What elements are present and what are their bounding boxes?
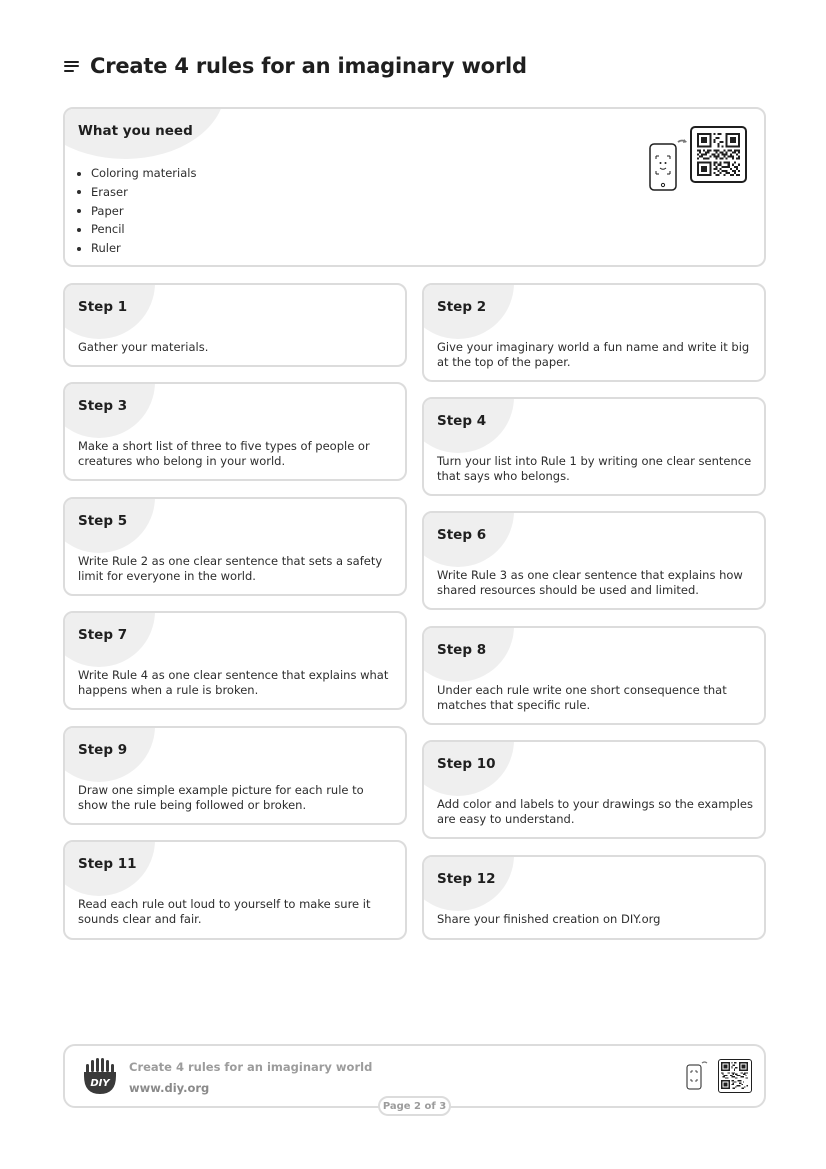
list-item: Pencil <box>91 220 196 239</box>
step-title: Step 8 <box>437 642 487 658</box>
phone-scan-icon <box>648 136 676 182</box>
step-text: Turn your list into Rule 1 by writing one clear sentence that says who belongs. <box>437 454 752 483</box>
step-title: Step 1 <box>78 299 128 315</box>
step-title: Step 6 <box>437 527 487 543</box>
step-title: Step 4 <box>437 413 487 429</box>
list-item: Paper <box>91 202 196 221</box>
page-indicator: Page 2 of 3 <box>378 1096 451 1116</box>
step-card-6 <box>422 511 766 610</box>
step-card-10 <box>422 740 766 839</box>
step-title: Step 7 <box>78 627 128 643</box>
qr-code-icon[interactable] <box>718 1059 752 1093</box>
step-card-11 <box>63 840 407 940</box>
phone-scan-icon <box>686 1059 708 1091</box>
step-card-2 <box>422 283 766 382</box>
svg-text:DIY: DIY <box>90 1078 110 1089</box>
list-item: Eraser <box>91 183 196 202</box>
step-text: Write Rule 2 as one clear sentence that sets a safety limit for everyone in the world. <box>78 554 383 583</box>
materials-list <box>91 164 196 258</box>
step-title: Step 9 <box>78 742 128 758</box>
step-text: Draw one simple example picture for each rule to show the rule being followed or broken. <box>78 783 364 812</box>
footer-url[interactable]: www.diy.org <box>129 1081 210 1095</box>
step-card-8 <box>422 626 766 725</box>
page-header <box>64 54 527 78</box>
step-text: Share your finished creation on DIY.org <box>437 912 661 926</box>
materials-card <box>63 107 766 267</box>
page-title: Create 4 rules for an imaginary world <box>90 54 527 78</box>
step-text: Read each rule out loud to yourself to make sure it sounds clear and fair. <box>78 897 371 926</box>
footer-title: Create 4 rules for an imaginary world <box>129 1060 373 1074</box>
step-text: Gather your materials. <box>78 340 209 354</box>
step-card-1 <box>63 283 407 367</box>
step-text: Add color and labels to your drawings so the examples are easy to understand. <box>437 797 753 826</box>
step-card-12 <box>422 855 766 940</box>
step-title: Step 10 <box>437 756 496 772</box>
materials-heading: What you need <box>78 123 193 139</box>
step-title: Step 12 <box>437 871 496 887</box>
step-title: Step 5 <box>78 513 128 529</box>
list-item: Coloring materials <box>91 164 196 183</box>
step-text: Write Rule 4 as one clear sentence that explains what happens when a rule is broken. <box>78 668 389 697</box>
footer-qr-area <box>686 1059 752 1093</box>
diy-logo-icon[interactable] <box>80 1056 120 1096</box>
step-card-3 <box>63 382 407 481</box>
step-title: Step 3 <box>78 398 128 414</box>
step-card-5 <box>63 497 407 596</box>
menu-lines-icon <box>64 60 80 73</box>
step-title: Step 2 <box>437 299 487 315</box>
step-card-7 <box>63 611 407 710</box>
step-title: Step 11 <box>78 856 137 872</box>
step-card-9 <box>63 726 407 825</box>
qr-area <box>648 126 747 183</box>
qr-code-icon[interactable] <box>690 126 747 183</box>
step-card-4 <box>422 397 766 496</box>
step-text: Write Rule 3 as one clear sentence that explains how shared resources should be used and limited. <box>437 568 743 597</box>
step-text: Make a short list of three to five types of people or creatures who belong in your world. <box>78 439 370 468</box>
step-text: Under each rule write one short consequence that matches that specific rule. <box>437 683 727 712</box>
list-item: Ruler <box>91 239 196 258</box>
step-text: Give your imaginary world a fun name and write it big at the top of the paper. <box>437 340 750 369</box>
